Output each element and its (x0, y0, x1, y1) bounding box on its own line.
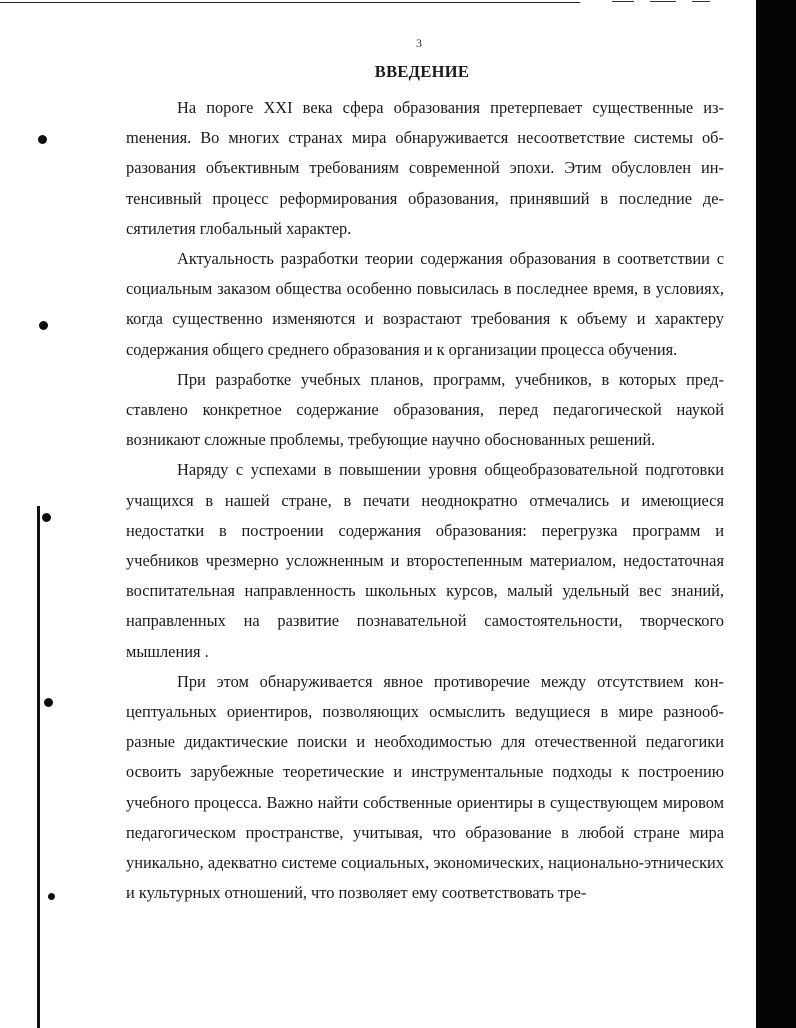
scan-right-edge (756, 0, 796, 1028)
binder-hole-mark (38, 135, 47, 144)
top-dash-mark (692, 1, 710, 2)
paragraph: Наряду с успехами в повышении уровня общеобразовательной подготовки учащихся в нашей стране, в печати неоднократно отмечались и имеющиеся недостатки в построении содержания образования: перегрузка программ и учебников чрезмерно усложненным и второстепенным материалом, недостаточная воспитательная направленность школьных курсов, малый удельный вес знаний, направленных на развитие познавательной самостоятельности, творческого мышления . (126, 460, 724, 661)
paragraph: При этом обнаруживается явное противоречие между отсутствием концептуальных ориентиров, позволяющих осмыслить ведущиеся в мире разнообразные дидактические поиски и необходимостью для отечественной педагогики освоить зарубежные теоретические и инструментальные подходы к построению учебного процесса. Важно найти собственные ориентиры в существующем мировом педагогическом пространстве, учитывая, что образование в любой стране мира уникально, адекватно системе социальных, экономических, национально-этнических и культурных отношений, что позволяет ему соответствовать тре- (126, 671, 724, 903)
top-dash-mark (612, 1, 634, 2)
binder-hole-mark (44, 698, 53, 707)
binder-hole-mark (48, 893, 55, 900)
binder-hole-mark (42, 513, 51, 522)
scan-left-bar (37, 506, 40, 1028)
paragraph: При разработке учебных планов, программ, учебников, в которых представлено конкретное содержание образования, перед педагогической наукой возникают сложные проблемы, требующие научно обоснованных решений. (126, 369, 724, 450)
top-dash-mark (650, 1, 676, 2)
paragraph: Актуальность разработки теории содержания образования в соответствии с социальным заказом общества особенно повысилась в последнее время, в условиях, когда существенно изменяются и возрастают требования к объему и характеру содержания общего среднего образования и к организации процесса обучения. (126, 249, 724, 359)
page-number: 3 (416, 36, 422, 50)
binder-hole-mark (39, 321, 48, 330)
top-border-line (0, 2, 580, 3)
paragraph: На пороге XXI века сфера образования претерпевает существенные изmенения. Во многих странах мира обнаруживается несоответствие системы образования объективным требованиям современной эпохи. Этим обусловлен интенсивный процесс реформирования образования, принявший в последние десятилетия глобальный характер. (126, 98, 724, 238)
page-title: ВВЕДЕНИЕ (374, 62, 470, 81)
document-body (126, 93, 724, 908)
